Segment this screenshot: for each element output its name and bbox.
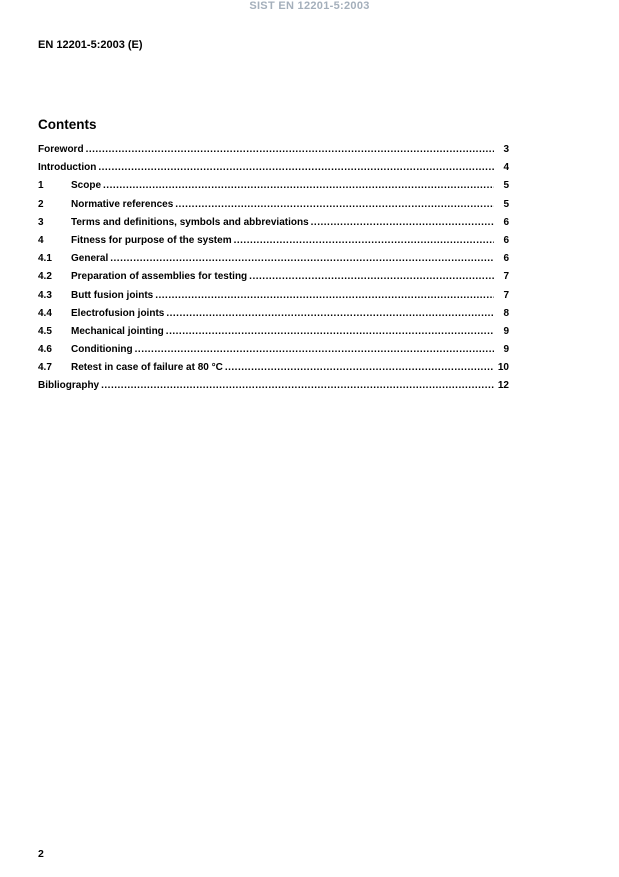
toc-entry-number: 3 xyxy=(38,216,44,228)
toc-entry-preparation-of-assemblies xyxy=(38,271,509,289)
toc-dot-leader xyxy=(86,144,494,155)
toc-entry-title: Conditioning xyxy=(71,344,133,356)
toc-entry-number: 4.6 xyxy=(38,344,52,356)
toc-dot-leader xyxy=(175,199,494,210)
toc-entry-title: Introduction xyxy=(38,162,97,174)
toc-dot-leader xyxy=(103,180,494,191)
toc-entry-retest xyxy=(38,362,509,380)
toc-entry-number: 4.5 xyxy=(38,325,52,337)
toc-dot-leader xyxy=(135,344,494,355)
toc-entry-page: 5 xyxy=(503,180,509,192)
toc-entry-number: 4.1 xyxy=(38,253,52,265)
toc-entry-number: 4.3 xyxy=(38,289,52,301)
toc-dot-leader xyxy=(98,162,494,173)
toc-entry-title: Normative references xyxy=(71,198,174,210)
toc-entry-general xyxy=(38,253,509,271)
toc-entry-page: 5 xyxy=(503,198,509,210)
toc-entry-page: 12 xyxy=(497,380,509,392)
toc-dot-leader xyxy=(166,308,494,319)
toc-entry-butt-fusion-joints xyxy=(38,290,509,308)
toc-entry-page: 6 xyxy=(503,253,509,265)
toc-dot-leader xyxy=(166,326,494,337)
toc-entry-fitness-for-purpose xyxy=(38,235,509,253)
toc-entry-conditioning xyxy=(38,344,509,362)
toc-entry-bibliography xyxy=(38,380,509,398)
contents-heading: Contents xyxy=(38,117,97,132)
toc-dot-leader xyxy=(110,253,494,264)
toc-list xyxy=(38,144,509,399)
toc-entry-number: 2 xyxy=(38,198,44,210)
toc-entry-title: Butt fusion joints xyxy=(71,289,154,301)
toc-entry-foreword xyxy=(38,144,509,162)
toc-entry-page: 10 xyxy=(497,362,509,374)
document-reference: EN 12201-5:2003 (E) xyxy=(38,39,143,51)
toc-entry-page: 4 xyxy=(503,162,509,174)
toc-entry-title: General xyxy=(71,253,109,265)
toc-entry-number: 4.7 xyxy=(38,362,52,374)
table-of-contents xyxy=(38,117,509,399)
toc-entry-normative-references xyxy=(38,199,509,217)
toc-entry-mechanical-jointing xyxy=(38,326,509,344)
toc-entry-title: Scope xyxy=(71,180,102,192)
toc-entry-number: 4 xyxy=(38,234,44,246)
toc-entry-title: Foreword xyxy=(38,144,84,155)
toc-entry-page: 9 xyxy=(503,325,509,337)
toc-entry-title: Terms and definitions, symbols and abbreviations xyxy=(71,216,309,228)
toc-entry-page: 7 xyxy=(503,289,509,301)
toc-entry-number: 4.4 xyxy=(38,307,52,319)
toc-dot-leader xyxy=(249,271,494,282)
toc-entry-title: Electrofusion joints xyxy=(71,307,165,319)
toc-dot-leader xyxy=(155,290,494,301)
watermark-text: SIST EN 12201-5:2003 xyxy=(249,0,370,12)
toc-entry-page: 6 xyxy=(503,216,509,228)
toc-entry-title: Bibliography xyxy=(38,380,100,392)
toc-entry-page: 9 xyxy=(503,344,509,356)
toc-entry-title: Mechanical jointing xyxy=(71,325,164,337)
toc-entry-number: 4.2 xyxy=(38,271,52,283)
toc-entry-page: 6 xyxy=(503,234,509,246)
toc-entry-scope xyxy=(38,180,509,198)
toc-entry-page: 3 xyxy=(503,144,509,155)
toc-entry-terms-definitions xyxy=(38,217,509,235)
toc-entry-electrofusion-joints xyxy=(38,308,509,326)
toc-dot-leader xyxy=(225,362,494,373)
toc-dot-leader xyxy=(101,380,494,391)
toc-entry-page: 7 xyxy=(503,271,509,283)
toc-dot-leader xyxy=(311,217,494,228)
toc-entry-title: Preparation of assemblies for testing xyxy=(71,271,248,283)
toc-entry-title: Retest in case of failure at 80 °C xyxy=(71,362,223,374)
toc-entry-number: 1 xyxy=(38,180,44,192)
toc-entry-title: Fitness for purpose of the system xyxy=(71,234,232,246)
toc-entry-introduction xyxy=(38,162,509,180)
toc-dot-leader xyxy=(234,235,494,246)
toc-entry-page: 8 xyxy=(503,307,509,319)
footer-page-number: 2 xyxy=(38,848,44,860)
